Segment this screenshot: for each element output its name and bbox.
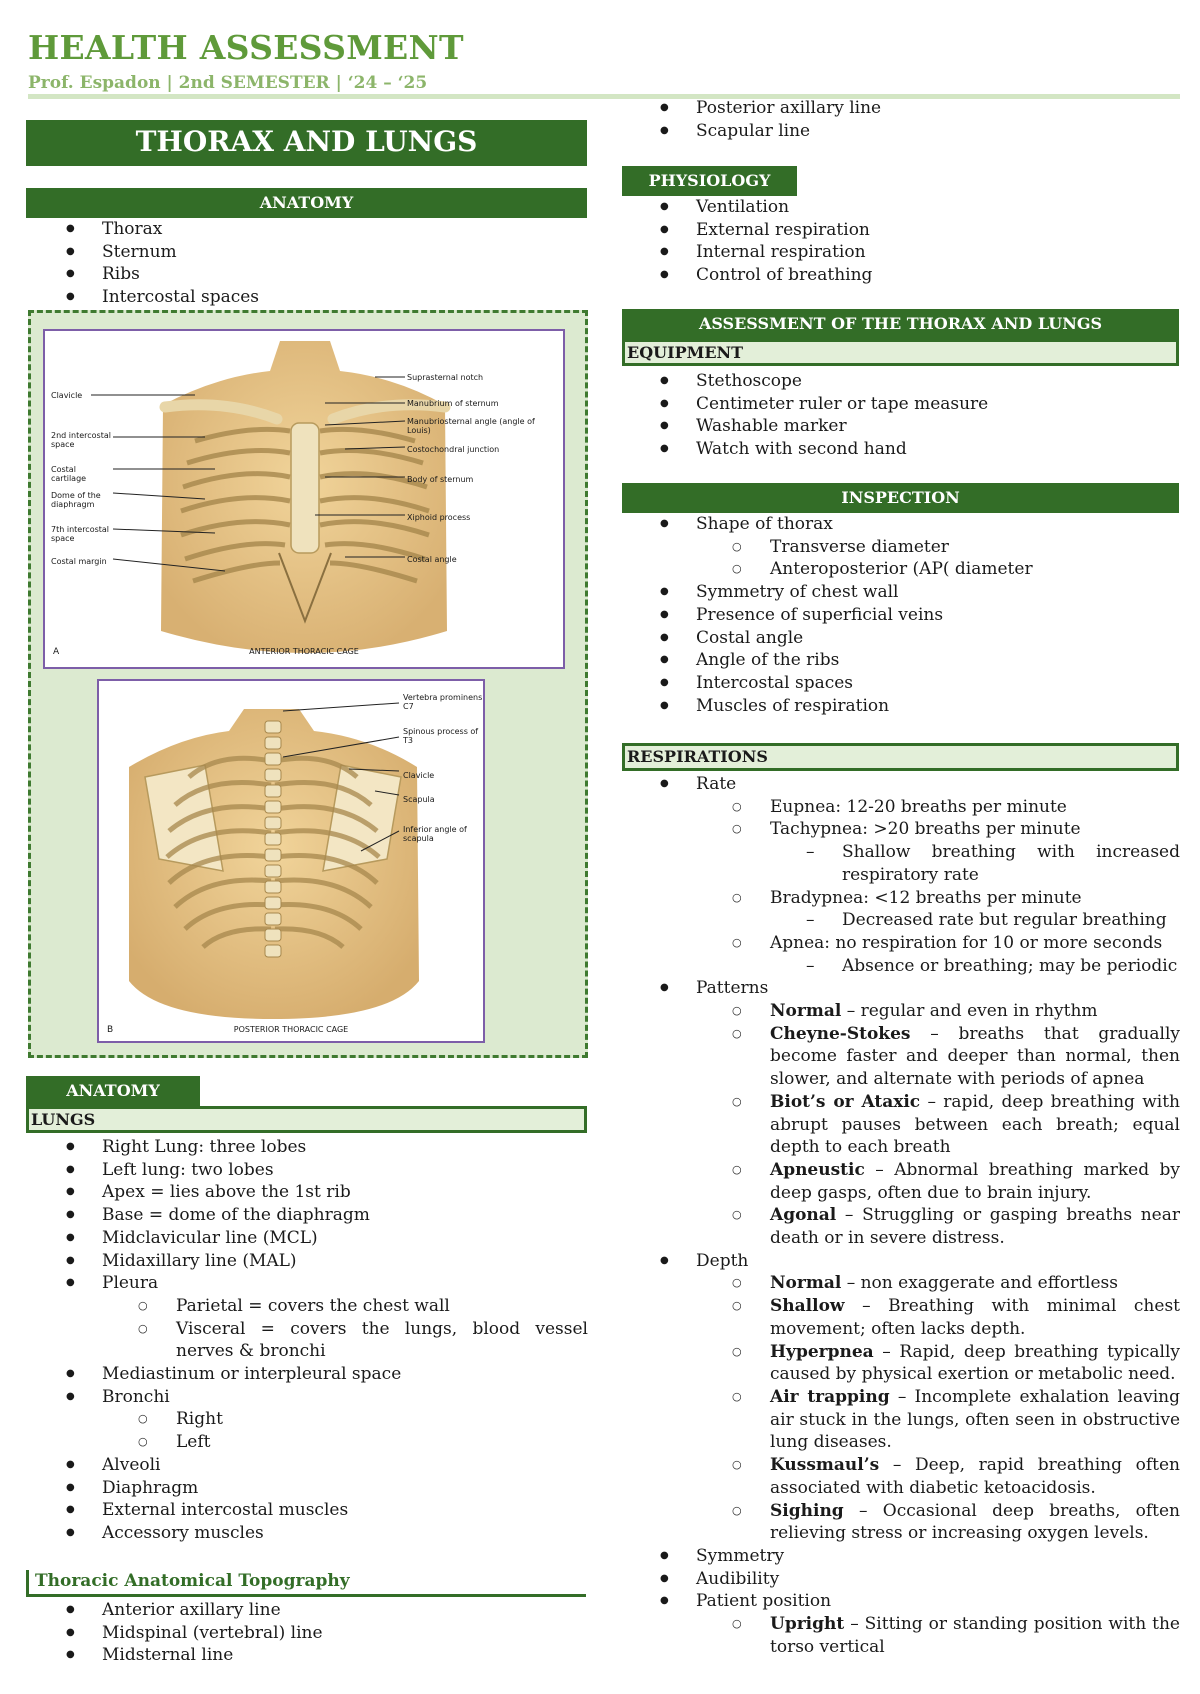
anatomy-list [28, 218, 588, 309]
inspection-title: INSPECTION [841, 488, 960, 507]
figure-label: Manubrium of sternum [407, 399, 499, 408]
topography-heading [26, 1570, 586, 1597]
figure-label: Suprasternal notch [407, 373, 484, 382]
item-text: – regular and even in rhythm [841, 1001, 1098, 1022]
list-item [28, 1599, 588, 1622]
item-text: – Deep, rapid breathing often associated with diabetic ketoacidosis. [770, 1455, 1180, 1498]
item-text: Mediastinum or interpleural space [102, 1364, 402, 1385]
list-item [622, 241, 1180, 264]
figure-label: Manubriosternal angle (angle of Louis) [407, 417, 535, 435]
figure-label: Clavicle [51, 391, 83, 400]
list-item [622, 1000, 1180, 1023]
list-item [622, 1204, 1180, 1249]
figure-label: Scapula [403, 795, 435, 804]
item-text: Costal angle [696, 627, 804, 648]
item-text: Patterns [696, 978, 769, 999]
anatomy2-title: ANATOMY [66, 1081, 160, 1100]
figure-b-caption: POSTERIOR THORACIC CAGE [233, 1025, 349, 1034]
figure-b-letter: B [107, 1025, 114, 1035]
item-text: Midspinal (vertebral) line [102, 1622, 323, 1643]
item-text: – Incomplete exhalation leaving air stuck in the lungs, often seen in obstructive lung diseases. [770, 1386, 1180, 1453]
list-item [622, 97, 1180, 120]
list-item [622, 393, 1180, 416]
list-item [622, 1272, 1180, 1295]
item-text: Absence or breathing; may be periodic [842, 955, 1178, 976]
physiology-band [622, 166, 797, 196]
list-item [622, 1341, 1180, 1386]
list-item [28, 1522, 588, 1545]
item-text: Intercostal spaces [102, 287, 260, 308]
list-item [28, 286, 588, 309]
list-item [622, 581, 1180, 604]
item-text: – Struggling or gasping breaths near death or in severe distress. [770, 1205, 1180, 1249]
term-label: Normal [770, 1001, 842, 1022]
list-item [28, 1136, 588, 1159]
item-text: Left lung: two lobes [102, 1159, 274, 1180]
list-item [622, 1250, 1180, 1273]
inspection-list [622, 513, 1180, 717]
item-text: Parietal = covers the chest wall [176, 1295, 450, 1316]
figure-a-letter: A [53, 647, 60, 657]
list-item [622, 196, 1180, 219]
list-item [28, 1477, 588, 1500]
item-text: Tachypnea: >20 breaths per minute [770, 819, 1081, 840]
item-text: – breaths that gradually become faster and deeper than normal, then slower, and alternate with periods of apnea [770, 1023, 1180, 1090]
item-text: Apex = lies above the 1st rib [102, 1182, 351, 1203]
term-label: Air trapping [770, 1386, 890, 1407]
item-text: Posterior axillary line [696, 98, 882, 118]
figure-a-caption: ANTERIOR THORACIC CAGE [249, 647, 359, 656]
term-label: Kussmaul’s [770, 1455, 880, 1476]
list-item [622, 1613, 1180, 1658]
list-item [28, 1622, 588, 1645]
item-text: Bronchi [102, 1386, 170, 1407]
figure-label: Xiphoid process [407, 513, 471, 522]
list-item [622, 1545, 1180, 1568]
physiology-list [622, 196, 1180, 287]
item-text: Right [176, 1409, 223, 1430]
respirations-heading [622, 743, 1179, 771]
item-text: Alveoli [102, 1454, 161, 1475]
list-item [28, 263, 588, 286]
list-item [28, 1644, 588, 1667]
posterior-thoracic-cage-figure [97, 679, 485, 1043]
item-text: Midaxillary line (MAL) [102, 1250, 297, 1271]
list-item [28, 1386, 588, 1409]
item-text: Sternum [102, 241, 177, 262]
figure-label: Costal angle [407, 555, 457, 564]
item-text: Internal respiration [696, 242, 866, 263]
list-item [28, 1318, 588, 1363]
item-text: Left [176, 1432, 211, 1453]
term-label: Apneustic [770, 1159, 865, 1180]
item-text: Diaphragm [102, 1477, 199, 1498]
item-text: External respiration [696, 219, 870, 240]
list-item [622, 370, 1180, 393]
main-title-band [26, 120, 587, 166]
list-item [622, 264, 1180, 287]
item-text: Thorax [102, 219, 163, 239]
list-item [28, 1454, 588, 1477]
list-item [28, 1272, 588, 1295]
list-item [28, 1159, 588, 1182]
item-text: Symmetry [696, 1545, 785, 1566]
list-item [622, 909, 1180, 932]
list-item [622, 672, 1180, 695]
figure-label: Costochondral junction [407, 445, 500, 454]
inspection-band [622, 483, 1179, 513]
list-item [622, 695, 1180, 718]
term-label: Upright [770, 1614, 845, 1635]
list-item [622, 841, 1180, 886]
item-text: Centimeter ruler or tape measure [696, 393, 989, 414]
list-item [622, 120, 1180, 143]
item-text: Transverse diameter [770, 536, 949, 557]
item-text: Scapular line [696, 120, 811, 141]
figure-label: Vertebra prominens C7 [403, 693, 483, 711]
document-subtitle: Prof. Espadon | 2nd SEMESTER | ‘24 – ‘25 [28, 73, 428, 93]
lungs-list [28, 1136, 588, 1545]
lungs-heading [26, 1106, 587, 1133]
list-item [622, 415, 1180, 438]
anterior-thoracic-cage-figure [43, 329, 565, 669]
item-text: Control of breathing [696, 265, 873, 286]
figure-label: 7th intercostal space [51, 525, 110, 543]
list-item [622, 1386, 1180, 1454]
topography-continued-list [622, 97, 1180, 142]
term-label: Cheyne-Stokes [770, 1023, 911, 1044]
list-item [28, 1363, 588, 1386]
list-item [622, 1023, 1180, 1091]
list-item [622, 796, 1180, 819]
item-text: Intercostal spaces [696, 672, 854, 693]
item-text: – Breathing with minimal chest movement; often lacks depth. [770, 1296, 1180, 1339]
list-item [622, 513, 1180, 536]
term-label: Shallow [770, 1296, 845, 1317]
term-label: Normal [770, 1273, 842, 1294]
list-item [622, 604, 1180, 627]
item-text: Washable marker [696, 416, 847, 437]
list-item [622, 955, 1180, 978]
item-text: Pleura [102, 1273, 159, 1294]
list-item [622, 1295, 1180, 1340]
lungs-title: LUNGS [31, 1110, 96, 1129]
anatomy2-band [26, 1076, 200, 1106]
term-label: Biot’s or Ataxic [770, 1091, 921, 1112]
item-text: Anterior axillary line [102, 1600, 281, 1620]
list-item [28, 1431, 588, 1454]
list-item [622, 1159, 1180, 1204]
item-text: Midclavicular line (MCL) [102, 1227, 318, 1248]
item-text: – Occasional deep breaths, often relieving stress or increasing oxygen levels. [770, 1500, 1180, 1544]
item-text: External intercostal muscles [102, 1500, 349, 1521]
list-item [28, 1227, 588, 1250]
item-text: Shallow breathing with increased respiratory rate [842, 842, 1180, 885]
figure-label: Clavicle [403, 771, 435, 780]
respirations-list [622, 773, 1180, 1658]
item-text: Angle of the ribs [696, 650, 840, 671]
anatomy-band [26, 188, 587, 218]
list-item [28, 241, 588, 264]
item-text: Depth [696, 1250, 749, 1271]
item-text: Audibility [696, 1568, 780, 1589]
list-item [28, 1181, 588, 1204]
item-text: Rate [696, 774, 737, 794]
item-text: Midsternal line [102, 1645, 234, 1666]
item-text: Right Lung: three lobes [102, 1137, 307, 1157]
item-text: Anteroposterior (AP( diameter [770, 559, 1033, 580]
figure-label: Spinous process of T3 [403, 727, 479, 745]
figure-label: 2nd intercostal space [51, 431, 111, 449]
list-item [622, 773, 1180, 796]
list-item [622, 818, 1180, 841]
item-text: – non exaggerate and effortless [841, 1273, 1118, 1294]
item-text: Bradypnea: <12 breaths per minute [770, 887, 1082, 908]
list-item [622, 558, 1180, 581]
list-item [622, 1500, 1180, 1545]
equipment-list [622, 370, 1180, 461]
list-item [622, 649, 1180, 672]
list-item [622, 932, 1180, 955]
figure-label: Costal margin [51, 557, 107, 566]
figure-label: Costal cartilage [51, 465, 87, 483]
list-item [28, 1408, 588, 1431]
item-text: Stethoscope [696, 371, 802, 391]
list-item [622, 219, 1180, 242]
item-text: Visceral = covers the lungs, blood vessel nerves & bronchi [176, 1318, 588, 1362]
list-item [28, 1250, 588, 1273]
topography-list [28, 1599, 588, 1667]
list-item [622, 1091, 1180, 1159]
equipment-heading [622, 339, 1179, 366]
item-text: Decreased rate but regular breathing [842, 910, 1167, 931]
list-item [28, 1499, 588, 1522]
term-label: Sighing [770, 1500, 844, 1521]
equipment-title: EQUIPMENT [627, 343, 744, 362]
item-text: Muscles of respiration [696, 695, 890, 716]
item-text: – Rapid, deep breathing typically caused by physical exertion or metabolic need. [770, 1341, 1180, 1385]
item-text: Ventilation [696, 197, 790, 217]
assessment-title: ASSESSMENT OF THE THORAX AND LUNGS [698, 314, 1103, 333]
list-item [622, 887, 1180, 910]
topography-title: Thoracic Anatomical Topography [35, 1571, 350, 1591]
figure-panel [28, 310, 588, 1058]
document-title: HEALTH ASSESSMENT [28, 28, 464, 67]
list-item [622, 536, 1180, 559]
list-item [622, 1590, 1180, 1613]
item-text: – Sitting or standing position with the torso vertical [770, 1614, 1180, 1657]
item-text: Watch with second hand [696, 439, 907, 460]
item-text: Symmetry of chest wall [696, 582, 899, 603]
item-text: Shape of thorax [696, 514, 833, 534]
physiology-title: PHYSIOLOGY [648, 171, 771, 190]
figure-label: Dome of the diaphragm [51, 491, 101, 509]
term-label: Hyperpnea [770, 1341, 874, 1362]
respirations-title: RESPIRATIONS [627, 747, 768, 766]
list-item [622, 438, 1180, 461]
main-title: THORAX AND LUNGS [135, 125, 478, 158]
item-text: Accessory muscles [102, 1522, 264, 1543]
list-item [622, 977, 1180, 1000]
item-text: – rapid, deep breathing with abrupt pauses between each breath; equal depth to each breath [770, 1091, 1181, 1158]
list-item [28, 1204, 588, 1227]
item-text: Patient position [696, 1591, 832, 1612]
item-text: Base = dome of the diaphragm [102, 1205, 370, 1226]
item-text: Apnea: no respiration for 10 or more seconds [770, 932, 1163, 953]
anatomy-title: ANATOMY [259, 193, 354, 212]
item-text: – Abnormal breathing marked by deep gasps, often due to brain injury. [770, 1159, 1180, 1203]
list-item [622, 627, 1180, 650]
term-label: Agonal [770, 1205, 837, 1226]
assessment-band [622, 309, 1179, 339]
list-item [28, 1295, 588, 1318]
list-item [28, 218, 588, 241]
list-item [622, 1454, 1180, 1499]
item-text: Eupnea: 12-20 breaths per minute [770, 796, 1067, 817]
list-item [622, 1568, 1180, 1591]
figure-label: Inferior angle of scapula [403, 825, 467, 843]
item-text: Presence of superficial veins [696, 604, 944, 625]
figure-label: Body of sternum [407, 475, 474, 484]
item-text: Ribs [102, 264, 140, 285]
